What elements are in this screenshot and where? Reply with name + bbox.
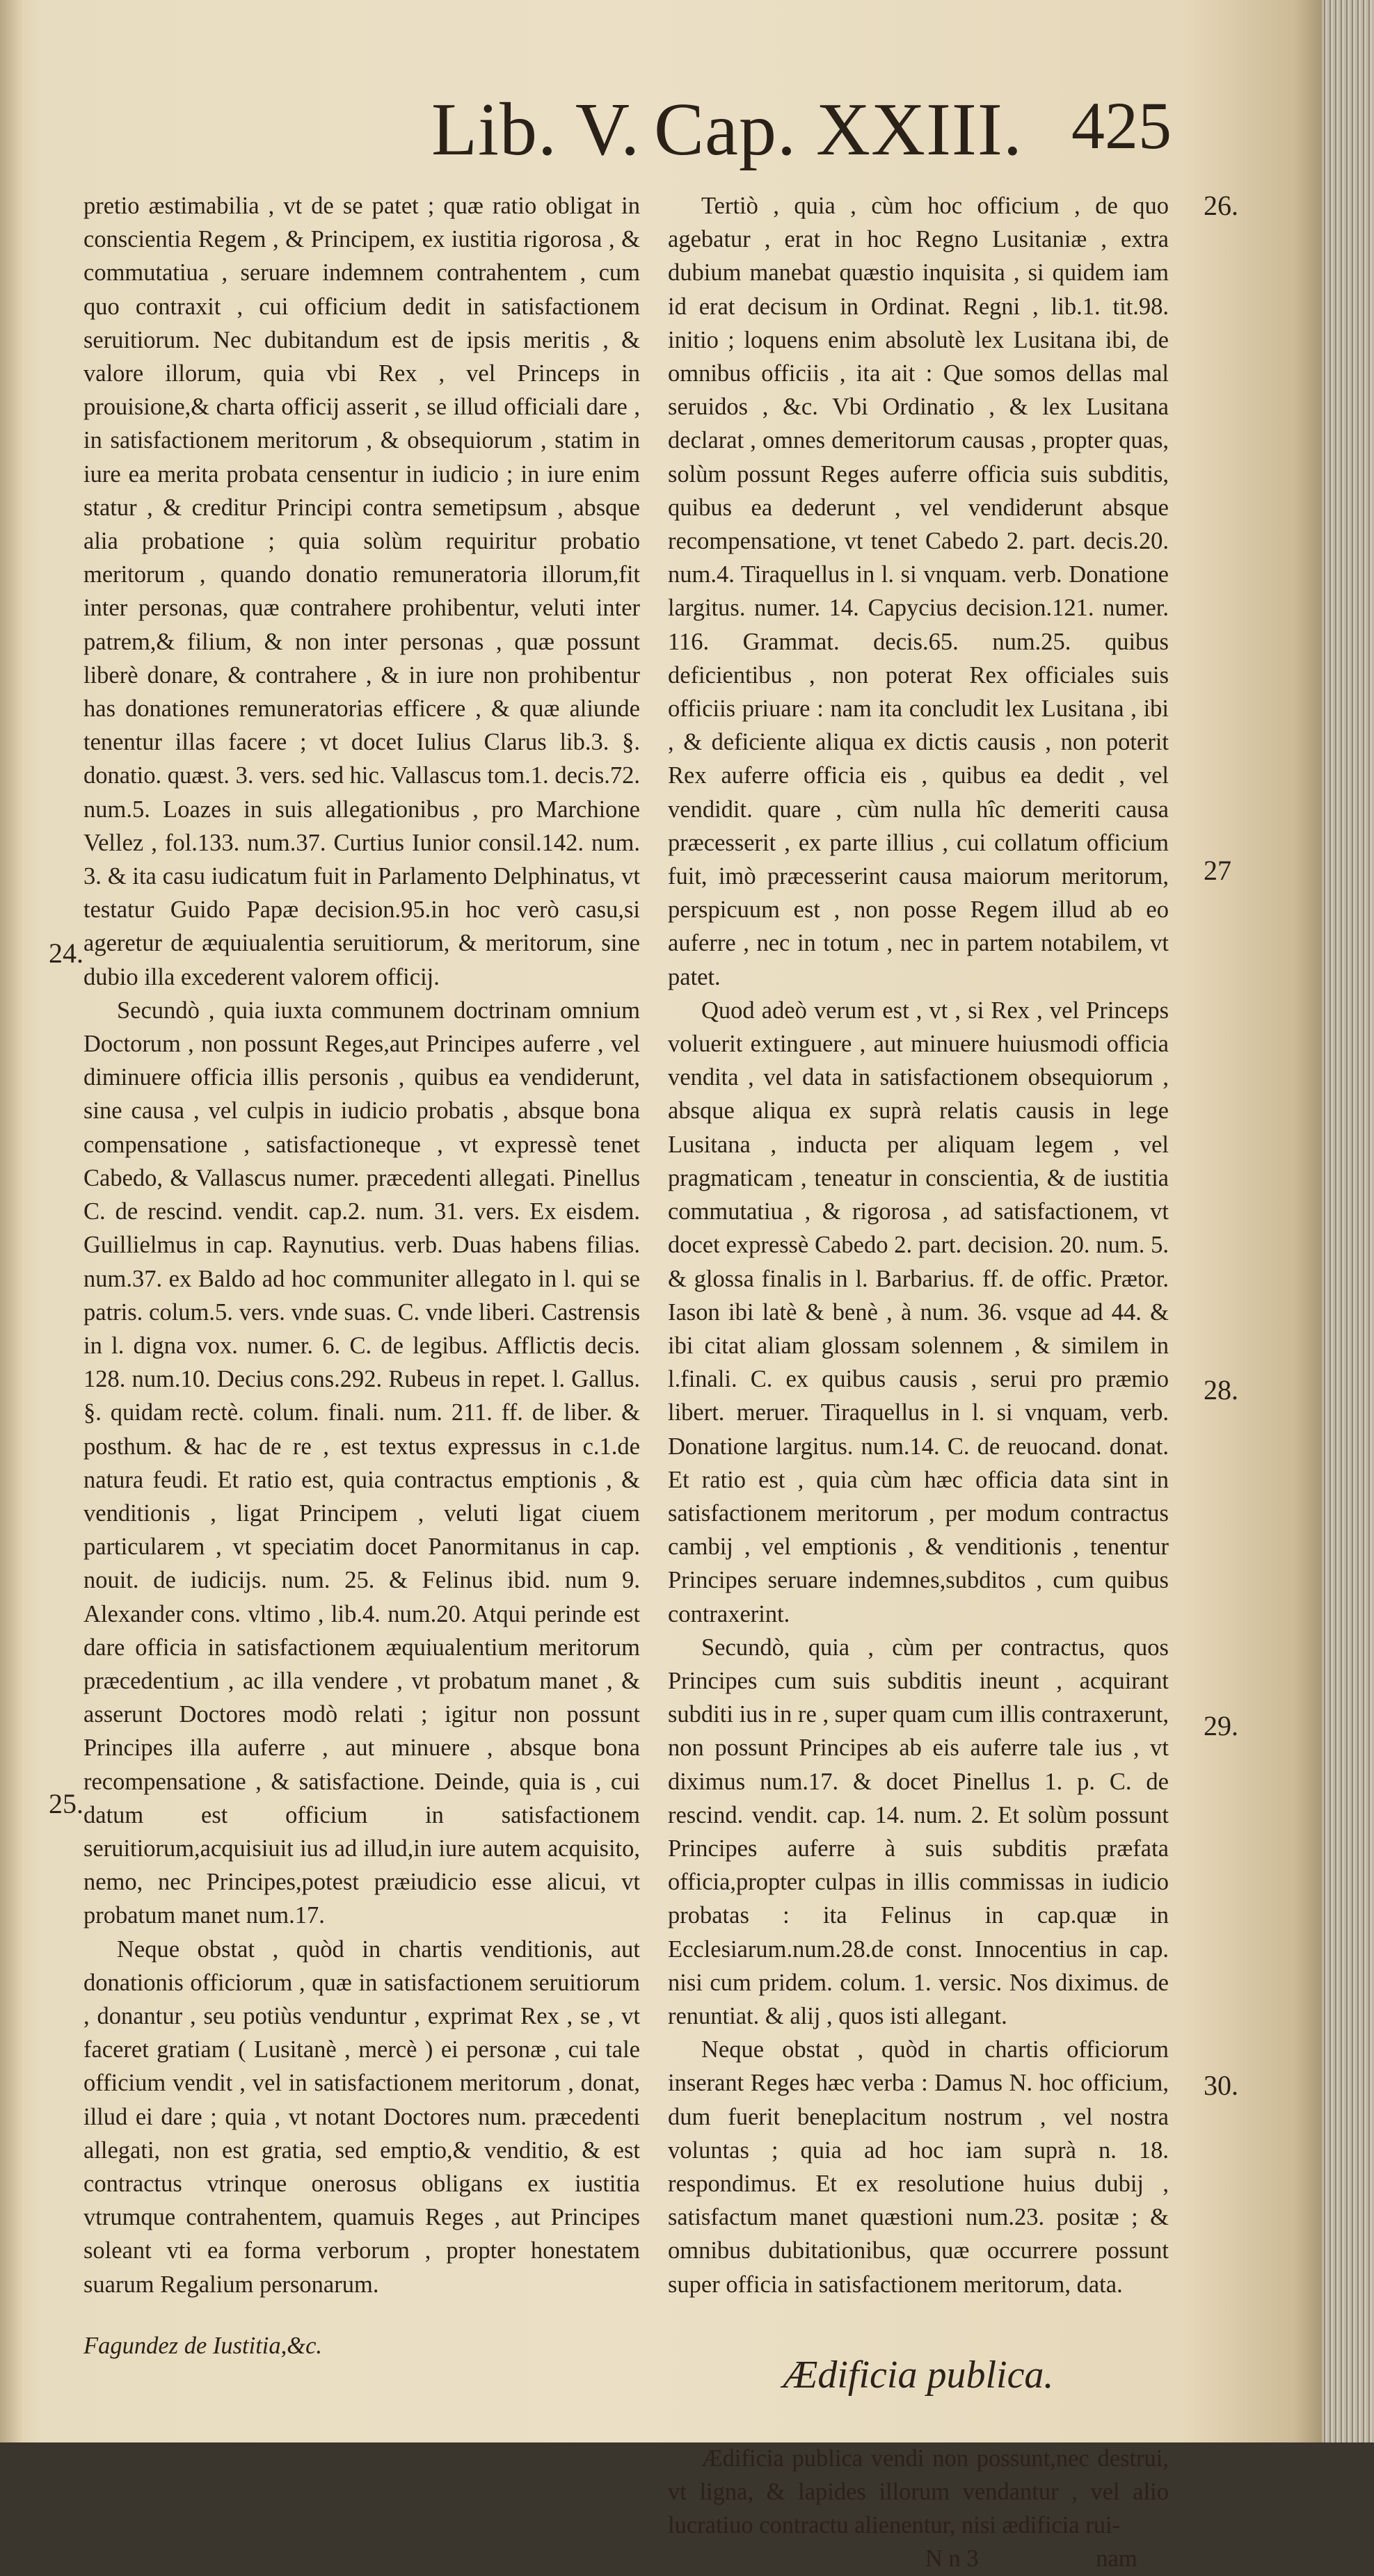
source-signature: Fagundez de Iustitia,&c.: [83, 2332, 323, 2359]
right-column: [668, 189, 1169, 2576]
margin-number-25: 25.: [49, 1788, 83, 1819]
margin-number-30: 30.: [1204, 2070, 1238, 2101]
page-number: 425: [1071, 88, 1172, 163]
margin-number-27: 27: [1204, 855, 1231, 886]
section-heading: Ædificia publica.: [783, 2353, 1054, 2397]
paragraph-right-3: Secundò, quia , cùm per contractus, quos Principes cum suis subditis ineunt , acquirant subditi ius in re , super quam cum illis contraxerunt, non possunt Principes ab eis auferre tale ius , vt diximus num.17. & docet Pinellus 1. p. C. de rescind. vendit. cap. 14. num. 2. Et solùm possunt Principes auferre à suis subditis præfata officia,propter culpas in illis commissas in iudicio probatas : ita Felinus in cap.quæ in Ecclesiarum.num.28.de const. Innocentius in cap. nisi cum pridem. colum. 1. versic. Nos diximus. de renuntiat. & alij , quos isti allegant.: [668, 1634, 1169, 2029]
paragraph-left-3: Neque obstat , quòd in chartis venditionis, aut donationis officiorum , quæ in satisfactionem seruitiorum , donantur , seu potiùs venduntur , exprimat Rex , se , vt faceret gratiam ( Lusitanè , mercè ) ei personæ , cui tale officium vendit , vel in satisfactionem meritorum , donat, illud ei dare ; quia , vt notant Doctores num. præcedenti allegati, non est gratia, sed emptio,& venditio, & est contractus vtrinque onerosus obligans ex iustitia vtrumque contrahentem, quamuis Reges , aut Principes soleant vti ea forma verborum , propter honestatem suarum Regalium personarum.: [83, 1935, 640, 2298]
paragraph-right-2: Quod adeò verum est , vt , si Rex , vel Princeps voluerit extinguere , aut minuere huiusmodi officia vendita , vel data in satisfactionem obsequiorum , absque aliqua ex suprà relatis causis in lege Lusitana , inducta per aliquam legem , vel pragmaticam , teneatur in conscientia, & de iustitia commutatiua , & rigorosa , ad satisfactionem, vt docet expressè Cabedo 2. part. decision. 20. num. 5. & glossa finalis in l. Barbarius. ff. de offic. Prætor. Iason ibi latè & benè , à num. 36. vsque ad 44. & ibi citat aliam glossam solennem , & similem in l.finali. C. ex quibus causis , serui pro præmio libert. meruer. Tiraquellus in l. si vnquam, verb. Donatione largitus. num.14. C. de reuocand. donat. Et ratio est , quia cùm hæc officia data sint in satisfactionem meritorum , per modum contractus cambij , vel emptionis , & venditionis , tenentur Principes seruare indemnes,subditos , cum quibus contraxerint.: [668, 997, 1169, 1627]
paragraph-right-4: Neque obstat , quòd in chartis officiorum inserant Reges hæc verba : Damus N. hoc officium, dum fuerit beneplacitum nostrum , vel nostra voluntas ; quia ad hoc iam suprà n. 18. respondimus. Et ex resolutione huius dubij , satisfactum manet quæstioni num.23. positæ ; & omnibus dubitationibus, quæ occurrere possunt super officia in satisfactionem meritorum, data.: [668, 2036, 1169, 2298]
margin-number-26: 26.: [1204, 190, 1238, 221]
running-header: [431, 87, 1197, 170]
left-column: [83, 189, 640, 2362]
signature-mark: N n 3: [925, 2545, 979, 2573]
page-edges: [1322, 0, 1374, 2442]
paragraph-right-1: Tertiò , quia , cùm hoc officium , de quo agebatur , erat in hoc Regno Lusitaniæ , extra dubium manebat quæstio inquisita , si quidem iam id erat decisum in Ordinat. Regni , lib.1. tit.98. initio ; loquens enim absolutè lex Lusitana ibi, de omnibus officiis , ita ait : Que somos dellas mal seruidos , &c. Vbi Ordinatio , & lex Lusitana declarat , omnes demeritorum causas , propter quas, solùm possunt Reges auferre officia suis subditis, quibus ea dederunt , vel vendiderunt absque recompensatione, vt tenet Cabedo 2. part. decis.20. num.4. Tiraquellus in l. si vnquam. verb. Donatione largitus. numer. 14. Capycius decision.121. numer. 116. Grammat. decis.65. num.25. quibus deficientibus , non poterat Rex officiales suis officiis priuare : nam ita concludit lex Lusitana , ibi , & deficiente aliqua ex dictis causis , non poterit Rex auferre officia eis , quibus ea dedit , vel vendidit. quare , cùm nulla hîc demeriti causa præcesserit , ex parte illius , cui collatum officium fuit, imò præcesserint causa maiorum meritorum, perspicuum est , non posse Regem illud ab eo auferre , nec in totum , nec in partem notabilem, vt patet.: [668, 193, 1169, 990]
margin-number-28: 28.: [1204, 1374, 1238, 1406]
gutter-shadow: [0, 0, 24, 2442]
paragraph-left-1: pretio æstimabilia , vt de se patet ; quæ ratio obligat in conscientia Regem , & Principem, ex iustitia rigorosa , & commutatiua , seruare indemnem contrahentem , cum quo contraxit , cui officium dedit in satisfactionem seruitiorum. Nec dubitandum est de ipsis meritis , & valore illorum, quia vbi Rex , vel Princeps in prouisione,& charta officij asserit , se illud officiali dare , in satisfactionem meritorum , & obsequiorum , statim in iure ea merita probata censentur in iudicio ; in iure enim statur , & creditur Principi contra semetipsum , absque alia probatione ; quia solùm requiritur probatio meritorum , quando donatio remuneratoria illorum,fit inter personas, quæ contrahere prohibentur, veluti inter patrem,& filium, & non inter personas , quæ possunt liberè donare, & contrahere , & in iure non prohibentur has donationes remuneratorias efficere , & quæ aliunde tenentur illas facere ; vt docet Iulius Clarus lib.3. §. donatio. quæst. 3. vers. sed hic. Vallascus tom.1. decis.72. num.5. Loazes in suis allegationibus , pro Marchione Vellez , fol.133. num.37. Curtius Iunior consil.142. num. 3. & ita casu iudicatum fuit in Parlamento Delphinatus, vt testatur Guido Papæ decision.95.in hoc verò casu,si ageretur de æquiualentia seruitiorum, & meritorum, sine dubio illa excederent valorem officij.: [83, 193, 640, 990]
header-book: Lib. V.: [431, 88, 641, 171]
paragraph-left-2: Secundò , quia iuxta communem doctrinam omnium Doctorum , non possunt Reges,aut Principes auferre , vel diminuere officia illis personis , quibus ea vendiderunt, sine causa , vel culpis in iudicio probatis , absque bona compensatione , satisfactioneque , vt expressè tenet Cabedo, & Vallascus numer. præcedenti allegati. Pinellus C. de rescind. vendit. cap.2. num. 31. vers. Ex eisdem. Guillielmus in cap. Raynutius. verb. Duas habens filias. num.37. ex Baldo ad hoc communiter allegato in l. qui se patris. colum.5. vers. vnde suas. C. vnde liberi. Castrensis in l. digna vox. numer. 6. C. de legibus. Afflictis decis. 128. num.10. Decius cons.292. Rubeus in repet. l. Gallus. §. quidam rectè. colum. finali. num. 211. ff. de liber. & posthum. & hac de re , est textus expressus in c.1.de natura feudi. Et ratio est, quia contractus emptionis , & venditionis , ligat Principem , veluti ligat ciuem particularem , vt speciatim docet Panormitanus in cap. nouit. de iudicijs. num. 25. & Felinus ibid. num 9. Alexander cons. vltimo , lib.4. num.20. Atqui perinde est dare officia in satisfactionem æquiualentium meritorum præcedentium , ac illa vendere , vt probatum manet , & asserunt Doctores modò relati ; igitur non possunt Principes illa auferre , aut minuere , absque bona recompensatione , & satisfactione. Deinde, quia is , cui datum est officium in satisfactionem seruitiorum,acquisiuit ius ad illud,in iure autem acquisito, nemo, nec Principes,potest præiudicio esse alicui, vt probatum manet num.17.: [83, 997, 640, 1929]
margin-number-24: 24.: [49, 937, 83, 969]
header-chapter: Cap. XXIII.: [654, 88, 1023, 171]
margin-number-29: 29.: [1204, 1710, 1238, 1741]
page-footer: [668, 2542, 1169, 2575]
catchword: nam: [1096, 2545, 1137, 2573]
paragraph-right-5: Ædificia publica vendi non possunt,nec destrui, vt ligna, & lapides illorum vendantur , vel alio lucratiuo contractu alienentur, nisi ædificia rui-: [668, 2445, 1169, 2539]
